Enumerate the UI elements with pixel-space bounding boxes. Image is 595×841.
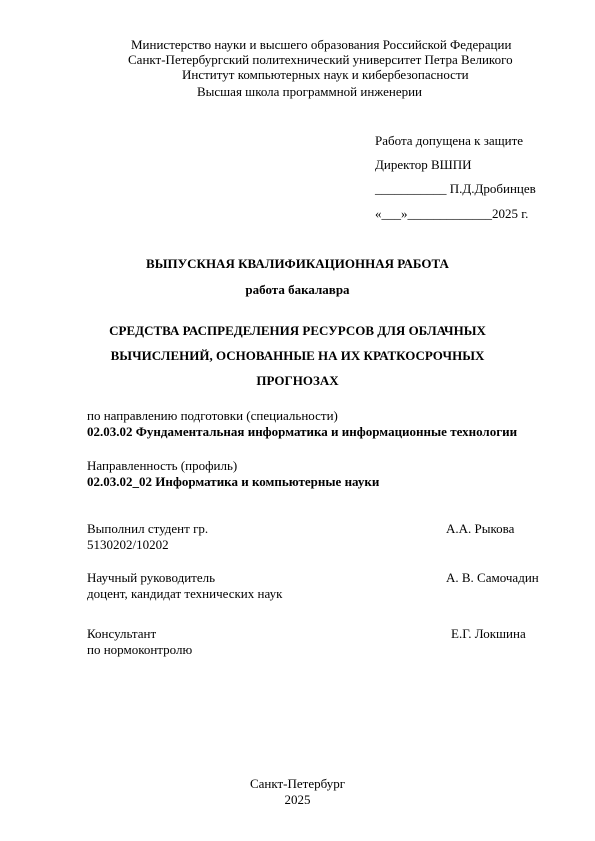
approval-title: Работа допущена к защите <box>375 133 524 148</box>
consultant-name: Е.Г. Локшина <box>451 626 526 641</box>
approval-director: Директор ВШПИ <box>375 157 472 172</box>
document-subtitle: работа бакалавра <box>245 282 350 297</box>
direction-value: 02.03.02 Фундаментальная информатика и информационные технологии <box>87 424 518 439</box>
student-name: А.А. Рыкова <box>446 521 515 536</box>
footer-city: Санкт-Петербург <box>249 776 346 791</box>
institute-line: Институт компьютерных наук и кибербезопасности <box>182 67 469 82</box>
consultant-label: Консультант <box>87 626 157 641</box>
topic-line-3: ПРОГНОЗАХ <box>256 373 339 388</box>
supervisor-label: Научный руководитель <box>87 570 216 585</box>
footer-year: 2025 <box>284 792 311 807</box>
profile-value: 02.03.02_02 Информатика и компьютерные науки <box>87 474 380 489</box>
supervisor-name: А. В. Самочадин <box>446 570 539 585</box>
student-group: 5130202/10202 <box>87 537 169 552</box>
profile-label: Направленность (профиль) <box>87 458 238 473</box>
school-line: Высшая школа программной инженерии <box>197 84 422 99</box>
topic-line-2: ВЫЧИСЛЕНИЙ, ОСНОВАННЫЕ НА ИХ КРАТКОСРОЧНЫХ <box>110 348 485 363</box>
consultant-role: по нормоконтролю <box>87 642 193 657</box>
direction-label: по направлению подготовки (специальности) <box>87 408 338 423</box>
approval-date: «___»_____________2025 г. <box>375 206 529 221</box>
student-label: Выполнил студент гр. <box>87 521 209 536</box>
document-title: ВЫПУСКНАЯ КВАЛИФИКАЦИОННАЯ РАБОТА <box>146 256 449 271</box>
topic-line-1: СРЕДСТВА РАСПРЕДЕЛЕНИЯ РЕСУРСОВ ДЛЯ ОБЛАЧНЫХ <box>109 323 486 338</box>
ministry-line: Министерство науки и высшего образования Российской Федерации <box>131 37 512 52</box>
approval-signature: ___________ П.Д.Дробинцев <box>375 181 536 196</box>
university-line: Санкт-Петербургский политехнический университет Петра Великого <box>128 52 513 67</box>
supervisor-title: доцент, кандидат технических наук <box>87 586 283 601</box>
